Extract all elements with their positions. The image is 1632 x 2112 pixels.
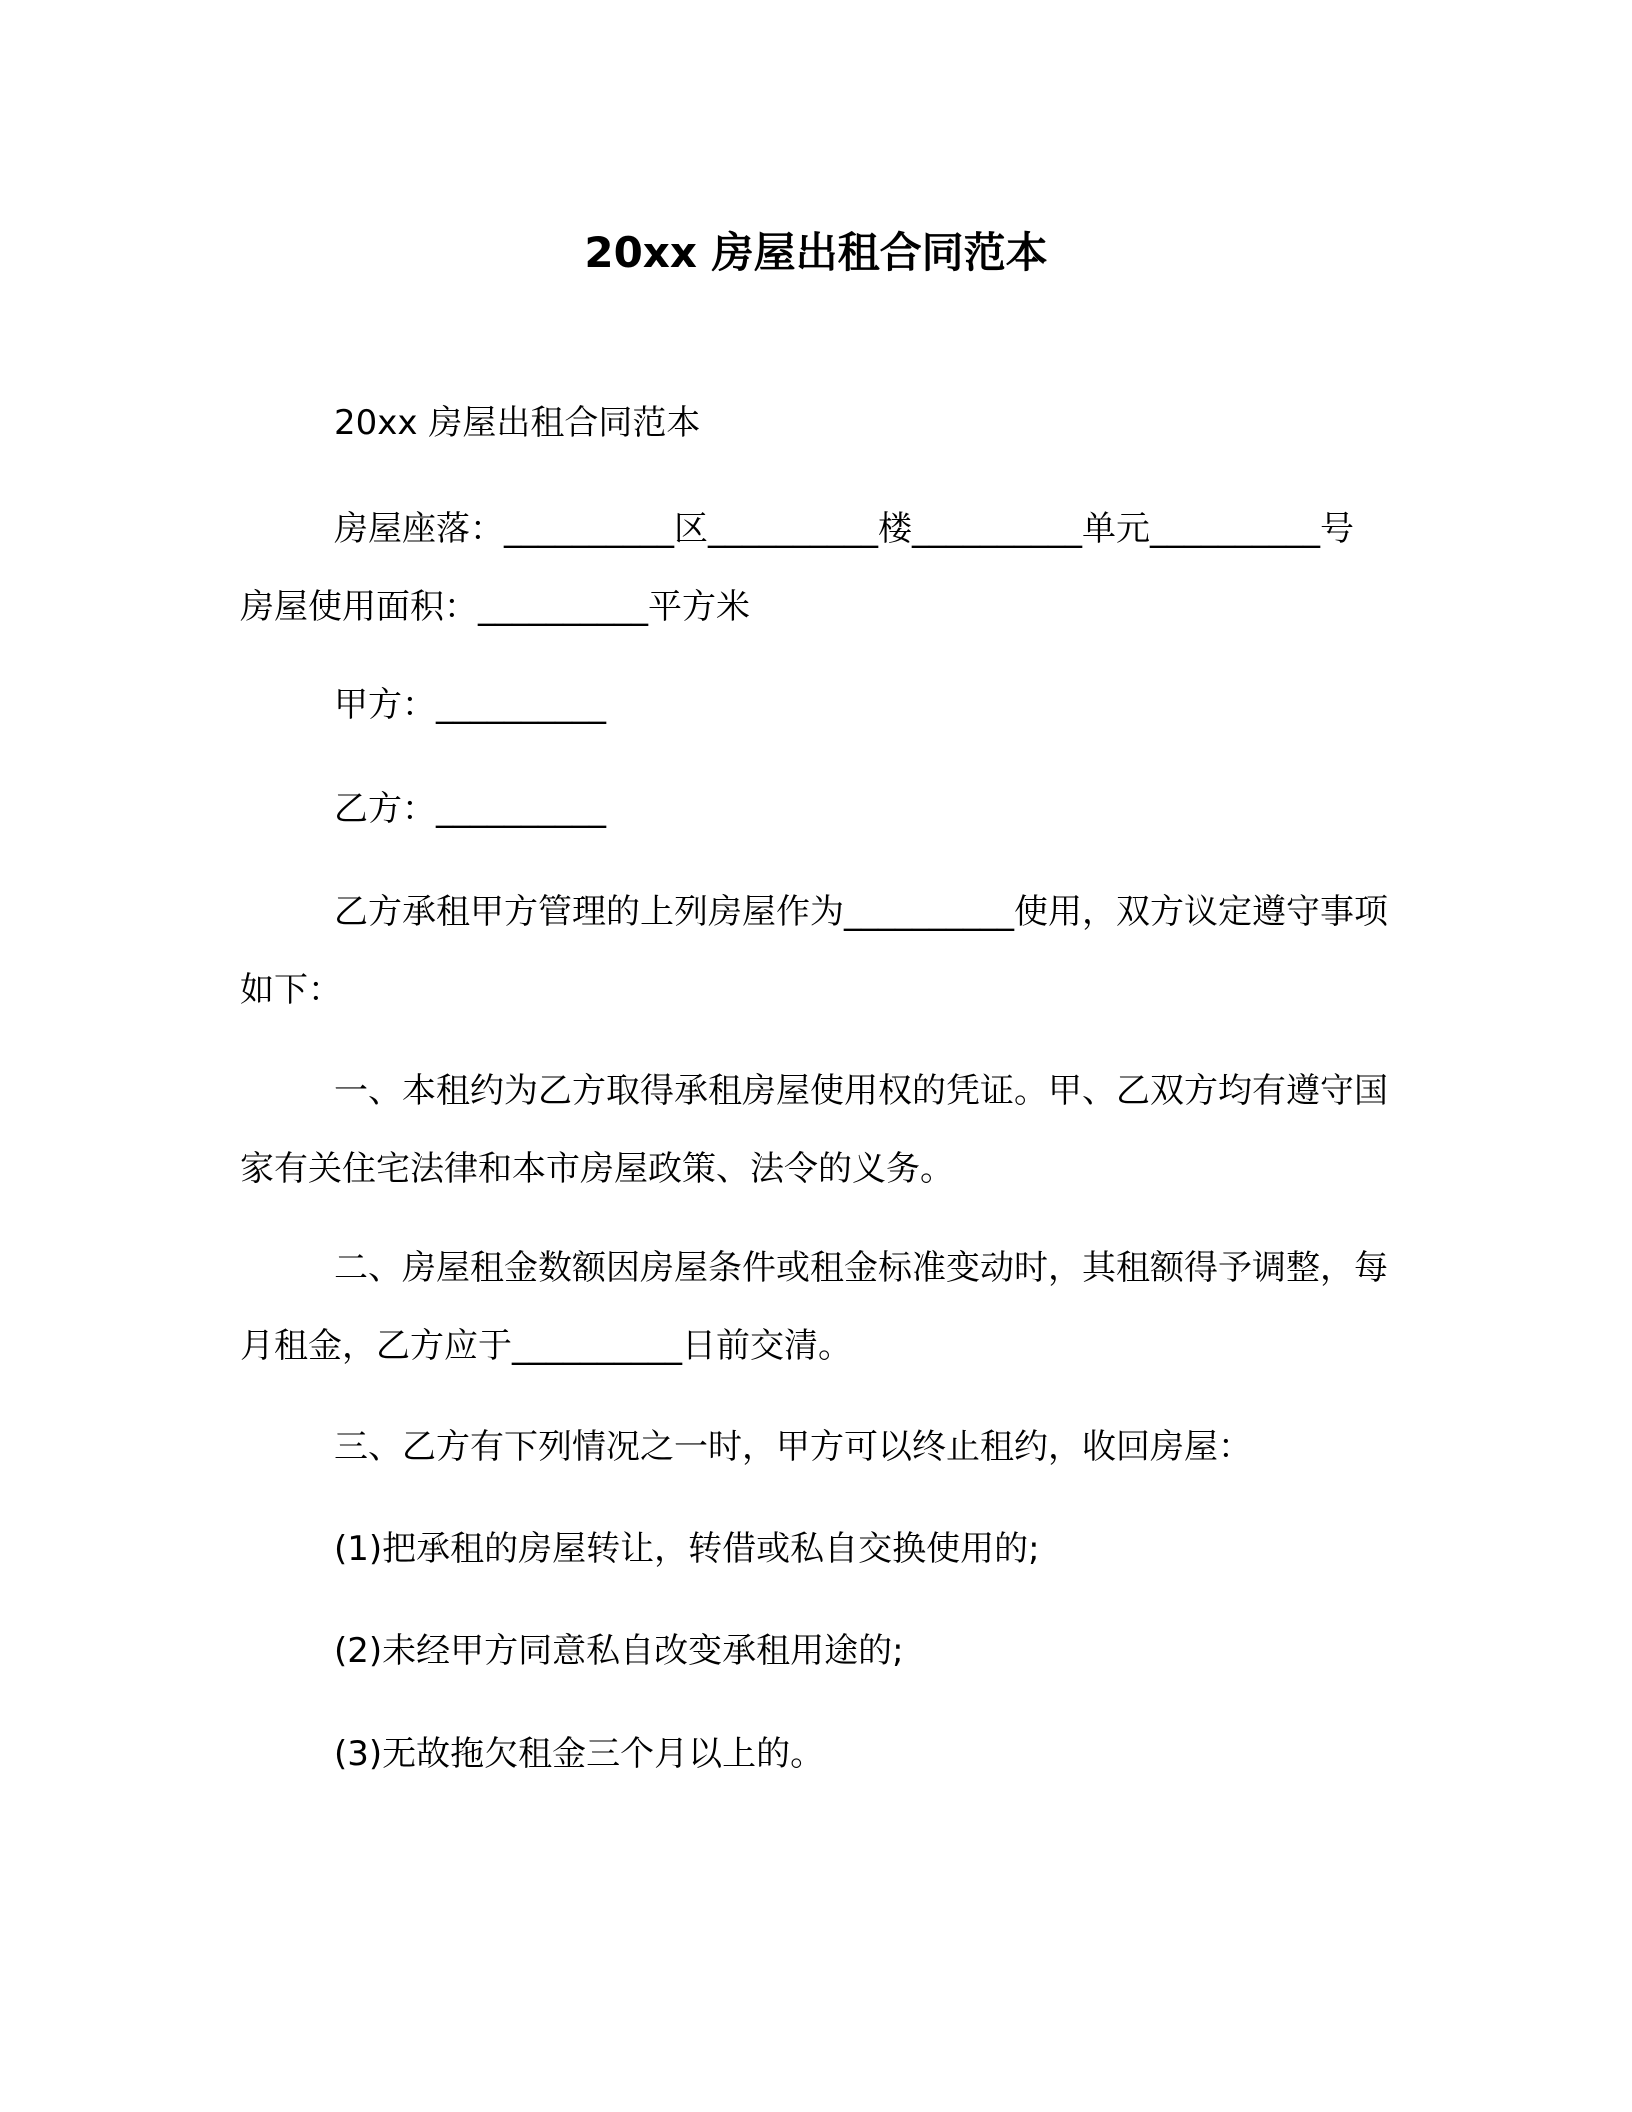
clause-one-paragraph: 一、本租约为乙方取得承租房屋使用权的凭证。甲、乙双方均有遵守国家有关住宅法律和本市房屋政策、法令的义务。: [240, 1071, 1388, 1189]
clause-three-paragraph: 三、乙方有下列情况之一时，甲方可以终止租约，收回房屋：: [334, 1427, 1252, 1467]
subtitle-paragraph: 20xx 房屋出租合同范本: [334, 403, 701, 443]
clause-two-paragraph: 二、房屋租金数额因房屋条件或租金标准变动时，其租额得予调整，每月租金，乙方应于__________日前交清。: [240, 1248, 1388, 1366]
condition-item-1: (1)把承租的房屋转让，转借或私自交换使用的;: [334, 1529, 1040, 1569]
property-location-paragraph: 房屋座落：__________区__________楼__________单元__________号 房屋使用面积：__________平方米: [240, 509, 1354, 627]
party-a-paragraph: 甲方：__________: [334, 685, 606, 725]
condition-item-2: (2)未经甲方同意私自改变承租用途的;: [334, 1631, 904, 1671]
document-title: 20xx 房屋出租合同范本: [584, 228, 1048, 277]
usage-agreement-paragraph: 乙方承租甲方管理的上列房屋作为__________使用，双方议定遵守事项如下：: [240, 892, 1388, 1010]
party-b-paragraph: 乙方：__________: [334, 789, 606, 829]
condition-item-3: (3)无故拖欠租金三个月以上的。: [334, 1734, 825, 1774]
